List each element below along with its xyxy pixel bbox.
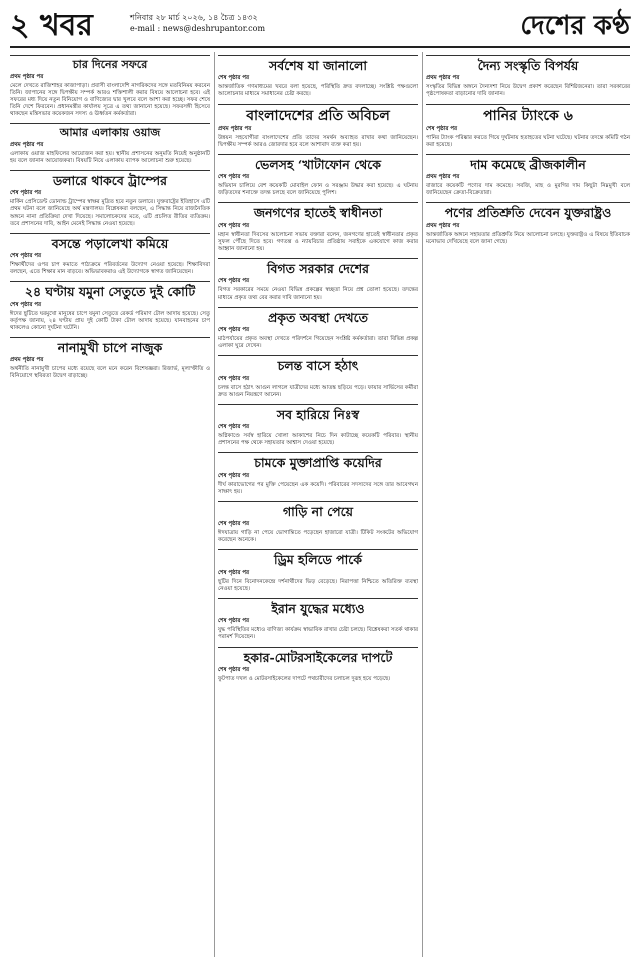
article-source-line: প্রথম পৃষ্ঠার পর [426,75,460,82]
article [218,647,418,683]
article-headline: চার দিনের সফরে [72,58,148,71]
article-source-line: শেষ পৃষ্ঠার পর [218,424,250,431]
article [218,202,418,253]
column-3 [426,52,630,957]
article [426,104,630,149]
article-body: মাঠপর্যায়ের প্রকৃত অবস্থা দেখতে পরিদর্শনে গিয়েছেন সংশ্লিষ্ট কর্মকর্তারা। তারা বিভিন্ন প্রকল্প এলাকা ঘুরে দেখেন। [218,336,420,350]
divider [218,104,418,105]
divider [426,202,630,203]
divider [218,452,418,453]
divider [218,154,418,155]
article-headline: বাংলাদেশের প্রতি অবিচল [246,107,390,124]
article-source-line: প্রথম পৃষ্ঠার পর [10,141,44,148]
article-body: সংস্কৃতির বিভিন্ন অঙ্গনে দৈন্যদশা নিয়ে উদ্বেগ প্রকাশ করেছেন বিশিষ্টজনেরা। তারা সরকারের পৃষ্ঠপোষকতা বাড়ানোর দাবি জানান। [426,84,632,98]
article-body: এলাকায় ওয়াজ মাহফিলের আয়োজন করা হয়। স্থানীয় প্রশাসনের অনুমতি নিয়েই অনুষ্ঠানটি হয় বলে জানান আয়োজকরা। বিষয়টি নিয়ে এলাকায় ব্যাপক আলোচনা শুরু হয়েছে। [10,150,212,164]
divider [218,647,418,648]
divider [10,281,210,282]
article-source-line: শেষ পৃষ্ঠার পর [218,472,250,479]
article [218,501,418,545]
divider [218,404,418,405]
article-headline: বিগত সরকার দেশের [266,261,370,277]
article-headline: সব হারিয়ে নিঃস্ব [276,406,360,422]
article-body: আন্তর্জাতিক গণমাধ্যমের খবরে বলা হয়েছে, পরিস্থিতি দ্রুত বদলাচ্ছে। সংশ্লিষ্ট পক্ষগুলো আলোচনার মাধ্যমে সমাধানের চেষ্টা করছে। [218,84,420,98]
article-body: ঈদযাত্রায় গাড়ি না পেয়ে ভোগান্তিতে পড়েছেন হাজারো যাত্রী। টিকিট সংকটের অভিযোগ করেছেন অনেকে। [218,530,420,544]
article-source-line: প্রথম পৃষ্ঠার পর [10,357,44,364]
article-body: পানির ট্যাংক পরিষ্কার করতে গিয়ে দুর্ঘটনায় হতাহতের ঘটনা ঘটেছে। ঘটনার তদন্তে কমিটি গঠন করা হয়েছে। [426,134,632,148]
article-body: শিক্ষার্থীদের ওপর চাপ কমাতে পাঠ্যক্রমে পরিবর্তনের উদ্যোগ নেওয়া হয়েছে। শিক্ষাবিদরা বলছেন, এতে শিক্ষার মান বাড়বে। অভিভাবকরাও এই উদ্যোগকে স্বাগত জানিয়েছেন। [10,262,212,276]
article-source-line: প্রথম পৃষ্ঠার পর [10,73,44,80]
article-headline: চলন্ত বাসে হঠাৎ [277,358,359,374]
article [218,258,418,302]
divider [10,123,210,124]
article [218,549,418,593]
divider [218,355,418,356]
article-body: ছুটির দিনে বিনোদনকেন্দ্রে দর্শনার্থীদের ভিড় বেড়েছে। নিরাপত্তা নিশ্চিতে অতিরিক্ত ব্যবস্থা নেওয়া হয়েছে। [218,578,420,592]
article-body: মহান স্বাধীনতা দিবসের আলোচনা সভায় বক্তারা বলেন, জনগণের হাতেই স্বাধীনতার প্রকৃত সুফল পৌঁছে দিতে হবে। গণতন্ত্র ও ন্যায়বিচার প্রতিষ্ঠায় সবাইকে একযোগে কাজ করার আহ্বান জানানো হয়। [218,231,420,252]
article-source-line: শেষ পৃষ্ঠার পর [218,521,250,528]
article-headline: দাম কমেছে ব্রীজকালীন [470,156,586,172]
article-source-line: শেষ পৃষ্ঠার পর [218,569,250,576]
article-source-line: শেষ পৃষ্ঠার পর [426,125,458,132]
column-rule [422,52,423,957]
article-headline: ভেলসহ ‘খাটাফোন থেকে [254,156,382,172]
article-headline: ইরান যুদ্ধের মধ্যেও [271,601,365,616]
article-body: ঈদের ছুটিতে ঘরমুখো মানুষের চাপে যমুনা সেতুতে রেকর্ড পরিমাণ টোল আদায় হয়েছে। সেতু কর্তৃপক্ষ জানায়, ২৪ ঘণ্টায় প্রায় দুই কোটি টাকা টোল আদায় হয়েছে। যানবাহনের চাপ থাকলেও কোনো দুর্ঘটনা ঘটেনি। [10,310,212,331]
article-headline: দৈন্য সংস্কৃতি বিপর্যয় [477,58,579,73]
article [10,337,210,381]
article-headline: প্রকৃত অবস্থা দেখতে [267,309,369,325]
article-body: অভিযান চালিয়ে বেশ কয়েকটি মোবাইল ফোন ও সরঞ্জাম উদ্ধার করা হয়েছে। এ ঘটনায় জড়িতদের শনাক্তে তদন্ত চলছে বলে জানিয়েছে পুলিশ। [218,183,420,197]
article-source-line: শেষ পৃষ্ঠার পর [10,301,42,308]
date-email-block [130,12,265,34]
paper-name: দেশের কণ্ঠ [520,11,630,41]
divider [218,501,418,502]
article-headline: ডলারে থাকবে ট্রাম্পের [52,172,168,188]
article [218,104,418,149]
article-body: দীর্ঘ কারাভোগের পর মুক্তি পেয়েছেন এক কয়েদি। পরিবারের সদস্যদের সঙ্গে তার আবেগঘন সাক্ষাৎ হয়। [218,481,420,495]
divider [10,170,210,171]
article-body: বাজারে কয়েকটি পণ্যের দাম কমেছে। সবজি, মাছ ও মুরগির দাম কিছুটা নিম্নমুখী বলে জানিয়েছেন ক্রেতা-বিক্রেতারা। [426,183,632,197]
article-source-line: শেষ পৃষ্ঠার পর [218,666,250,673]
article-body: মার্কিন প্রেসিডেন্ট ডোনাল্ড ট্রাম্পের স্বাক্ষর মুদ্রিত হবে নতুন ডলারে। যুক্তরাষ্ট্রের ইতিহাসে এটি প্রথম ঘটনা বলে জানিয়েছে অর্থ মন্ত্রণালয়। বিশ্লেষকরা বলছেন, এ সিদ্ধান্ত নিয়ে রাজনৈতিক অঙ্গনে নানা প্রতিক্রিয়া দেখা দিয়েছে। সমালোচকদের মতে, এটি প্রচলিত রীতির ব্যতিক্রম। তবে প্রশাসনের দাবি, আইন মেনেই সিদ্ধান্ত নেওয়া হয়েছে। [10,199,212,227]
article-headline: আমার এলাকায় ওয়াজ [59,126,161,140]
article-headline: জনগণের হাতেই স্বাধীনতা [253,205,383,221]
article-headline: ২৪ ঘণ্টায় যমুনা সেতুতে দুই কোটি [24,284,196,300]
article-body: মেলে দেখতে রাজিশাহর কাজাপাড়া। প্রবাসী বাংলাদেশি নাগরিকদের সঙ্গে মতবিনিময় করবেন তিনি। জাপানের সঙ্গে দ্বিপক্ষীয় সম্পর্ক আরও শক্তিশালী করার বিষয়ে আলোচনা হবে। এই সফরের মধ্য দিয়ে নতুন বিনিয়োগ ও বাণিজ্যের দ্বার খুলবে বলে আশা করা হচ্ছে। সফর শেষে তিনি দেশে ফিরবেন। প্রধানমন্ত্রীর কার্যালয় সূত্রে এ তথ্য জানানো হয়েছে। সফরসঙ্গী হিসেবে থাকছেন মন্ত্রিসভার কয়েকজন সদস্য ও ঊর্ধ্বতন কর্মকর্তারা। [10,82,212,118]
article-source-line: শেষ পৃষ্ঠার পর [218,278,250,285]
article-source-line: শেষ পৃষ্ঠার পর [218,75,250,82]
divider [218,55,418,56]
page-label: ২ খবর [10,8,93,43]
article [218,55,418,99]
article-source-line: শেষ পৃষ্ঠার পর [218,174,250,181]
article-source-line: শেষ পৃষ্ঠার পর [218,327,250,333]
article-headline: চামকে মুক্তাপ্রাপ্তি কয়েদির [254,455,382,471]
article [426,202,630,246]
divider [218,549,418,550]
article-headline: বসন্তে পড়ালেখা কমিয়ে [51,235,169,251]
article-headline: সর্বশেষ যা জানালো [269,58,367,73]
article [10,55,210,118]
article-source-line: প্রথম পৃষ্ঠার পর [426,222,460,229]
date-line: শনিবার ২৮ মার্চ ২০২৬, ১৪ চৈত্র ১৪৩২ [130,13,258,22]
article-body: অর্থনীতি নানামুখী চাপের মধ্যে রয়েছে বলে মনে করেন বিশেষজ্ঞরা। রিজার্ভ, মূল্যস্ফীতি ও বিনিয়োগে স্থবিরতা উদ্বেগ বাড়াচ্ছে। [10,366,212,380]
article-body: যুদ্ধ পরিস্থিতির মধ্যেও বাণিজ্য কার্যক্রম স্বাভাবিক রাখার চেষ্টা চলছে। বিশ্লেষকরা সতর্ক থাকার পরামর্শ দিয়েছেন। [218,627,420,641]
article [218,598,418,642]
divider [218,258,418,259]
article-source-line: প্রথম পৃষ্ঠার পর [426,174,460,181]
article [10,170,210,228]
article-headline: গাড়ি না পেয়ে [282,503,354,519]
article-headline: হকার-মোটরসাইকেলের দাপটে [243,649,393,665]
article-body: বিগত সরকারের সময়ে নেওয়া বিভিন্ন প্রকল্পের স্বচ্ছতা নিয়ে প্রশ্ন তোলা হয়েছে। তদন্তের মাধ্যমে প্রকৃত তথ্য বের করার দাবি জানানো হয়। [218,287,420,301]
divider [10,233,210,234]
article [218,355,418,399]
divider [426,104,630,105]
divider [10,55,210,56]
article-source-line: শেষ পৃষ্ঠার পর [218,222,250,229]
divider [218,598,418,599]
article [218,452,418,496]
article [10,123,210,165]
divider [426,154,630,155]
article [218,307,418,351]
article [218,404,418,448]
article-headline: পণের প্রতিশ্রুতি দেবেন যুক্তরাষ্ট্রও [444,205,612,221]
article-source-line: শেষ পৃষ্ঠার পর [10,190,42,197]
article-headline: ড্রিম হলিডে পার্কে [274,552,362,568]
article-body: ফুটপাত দখল ও মোটরসাইকেলের দাপটে পথচারীদের চলাচল দুরূহ হয়ে পড়েছে। [218,675,391,682]
article-body: উন্নয়ন সহযোগীরা বাংলাদেশের প্রতি তাদের সমর্থন অব্যাহত রাখার কথা জানিয়েছেন। দ্বিপক্ষীয় সম্পর্ক আরও জোরদার হবে বলে আশাবাদ ব্যক্ত করা হয়। [218,134,420,148]
divider [426,55,630,56]
email-line: e-mail : news@deshrupantor.com [130,24,266,33]
article [426,154,630,198]
article-headline: পানির ট্যাংকে ৬ [483,107,573,124]
article-body: চলন্ত বাসে হঠাৎ আগুন লাগলে যাত্রীদের মধ্যে আতঙ্ক ছড়িয়ে পড়ে। ফায়ার সার্ভিসের কর্মীরা দ্রুত আগুন নিয়ন্ত্রণে আনেন। [218,384,420,398]
article [10,233,210,277]
article-headline: নানামুখী চাপে নাজুক [57,339,163,355]
article-body: আন্তর্জাতিক অঙ্গনে সহায়তার প্রতিশ্রুতি নিয়ে আলোচনা চলছে। যুক্তরাষ্ট্রও এ বিষয়ে ইতিবাচক মনোভাব দেখিয়েছে বলে জানা গেছে। [426,231,632,245]
article-source-line: প্রথম পৃষ্ঠার পর [218,125,252,132]
divider [218,307,418,308]
divider [218,202,418,203]
article-source-line: শেষ পৃষ্ঠার পর [10,253,42,260]
article-source-line: শেষ পৃষ্ঠার পর [218,375,250,382]
article [10,281,210,332]
masthead [10,6,630,48]
column-rule [214,52,215,957]
column-1 [10,52,210,957]
article-body: অগ্নিকাণ্ডে সর্বস্ব হারিয়ে খোলা আকাশের নিচে দিন কাটাচ্ছে কয়েকটি পরিবার। স্থানীয় প্রশাসনের পক্ষ থেকে সহায়তার আশ্বাস দেওয়া হয়েছে। [218,433,420,447]
column-2 [218,52,418,957]
article [426,55,630,99]
divider [10,337,210,338]
article [218,154,418,198]
article-source-line: শেষ পৃষ্ঠার পর [218,618,250,625]
